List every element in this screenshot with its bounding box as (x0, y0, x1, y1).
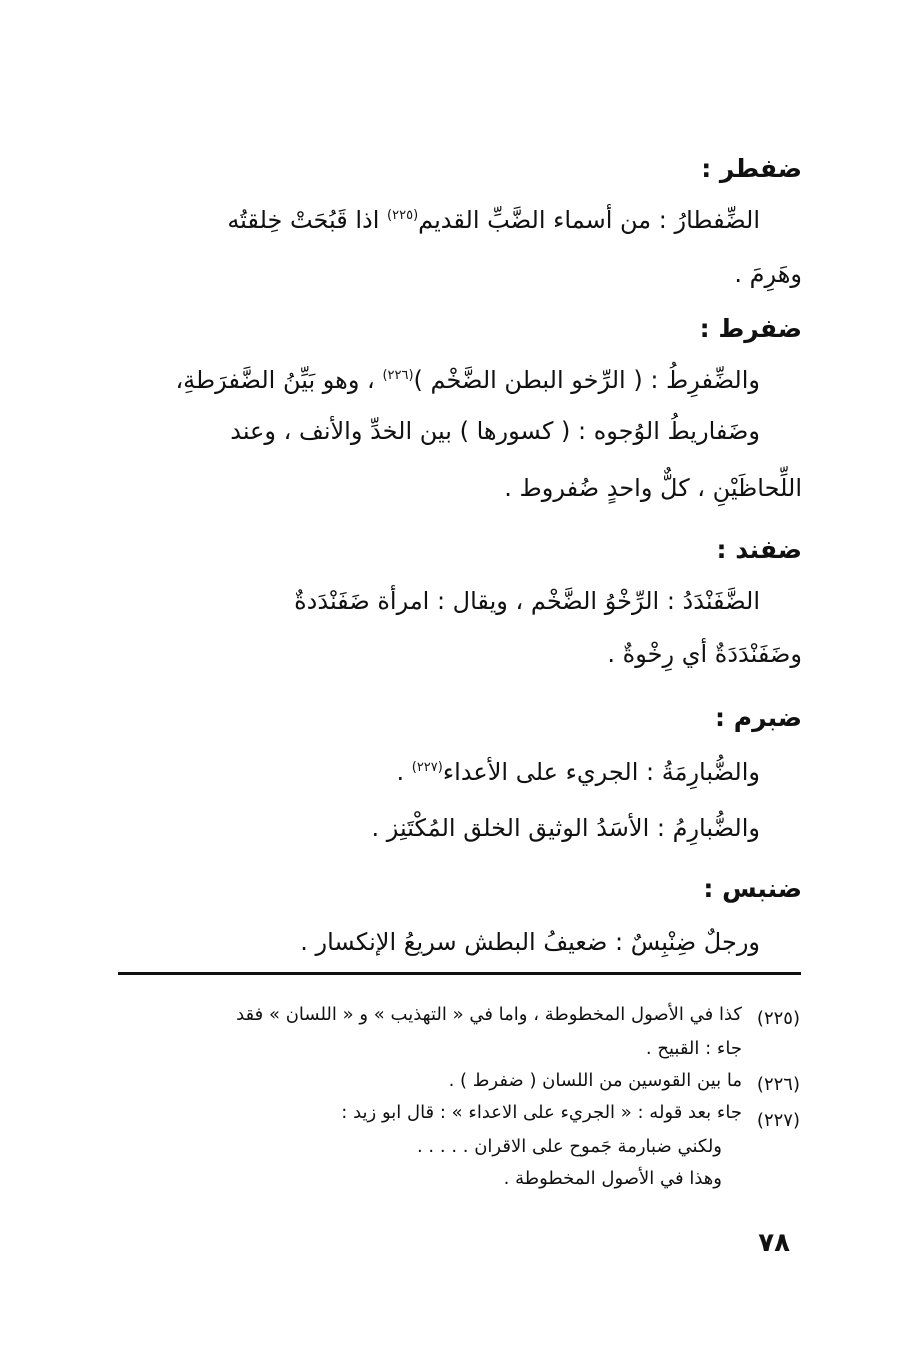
entry-line: والضِّفرِطُ : ( الرِّخو البطن الضَّخْم )$^{(٢٢٦)}$ ، وهو بَيِّنُ الضَّفرَطةِ، (175, 366, 760, 394)
footnote-number: (٢٢٥) (756, 1008, 800, 1029)
footnote-ref[interactable]: (٢٢٦) (382, 368, 414, 383)
entry-line: والضُّبارِمُ : الأسَدُ الوثيق الخلق المُكْتَنِز . (371, 814, 760, 842)
footnote-line: كذا في الأصول المخطوطة ، واما في « التهذيب » و « اللسان » فقد (236, 1004, 742, 1025)
entry-line: اللِّحاظَيْنِ ، كلٌّ واحدٍ ضُفروط . (504, 474, 802, 502)
entry-heading: ضنبس : (703, 874, 802, 903)
entry-line: والضُّبارِمَةُ : الجريء على الأعداء$^{(٢٢٧)}$ . (396, 758, 760, 786)
entry-line: وهَرِمَ . (734, 260, 802, 288)
footnote-number: (٢٢٦) (756, 1074, 800, 1095)
entry-heading: ضفرط : (699, 314, 802, 343)
footnote-verse-line: ولكني ضبارمة جَموح على الاقران . . . . . (416, 1136, 722, 1157)
entry-line: وضَفَنْدَدَةٌ أي رِخْوةٌ . (607, 640, 802, 668)
entry-line: الضِّفطارُ : من أسماء الضَّبِّ القديم$^{(٢٢٥)}$ اذا قَبُحَتْ خِلقتُه (227, 206, 760, 234)
footnote-line: وهذا في الأصول المخطوطة . (503, 1168, 722, 1189)
page-number: ٧٨ (758, 1228, 790, 1258)
entry-line: ورجلٌ ضِنْبِسٌ : ضعيفُ البطش سريعُ الإنكسار . (300, 928, 760, 956)
footnote-line: جاء بعد قوله : « الجريء على الاعداء » : قال ابو زيد : (341, 1102, 742, 1123)
footnote-line: جاء : القبيح . (645, 1038, 742, 1059)
footnote-ref[interactable]: (٢٢٧) (411, 760, 443, 775)
footnote-line: ما بين القوسين من اللسان ( ضفرط ) . (448, 1070, 742, 1091)
entry-heading: ضفطر : (701, 154, 802, 183)
entry-heading: ضبرم : (715, 703, 802, 732)
footnote-number: (٢٢٧) (756, 1110, 800, 1131)
entry-heading: ضفند : (716, 535, 802, 564)
footnote-ref[interactable]: (٢٢٥) (387, 208, 419, 223)
entry-line: وضَفاريطُ الوُجوه : ( كسورها ) بين الخدِّ والأنف ، وعند (230, 417, 760, 445)
footnote-divider (118, 972, 801, 975)
entry-line: الضَّفَنْدَدُ : الرِّخْوُ الضَّخْم ، ويقال : امرأة ضَفَنْدَدةٌ (294, 587, 760, 615)
